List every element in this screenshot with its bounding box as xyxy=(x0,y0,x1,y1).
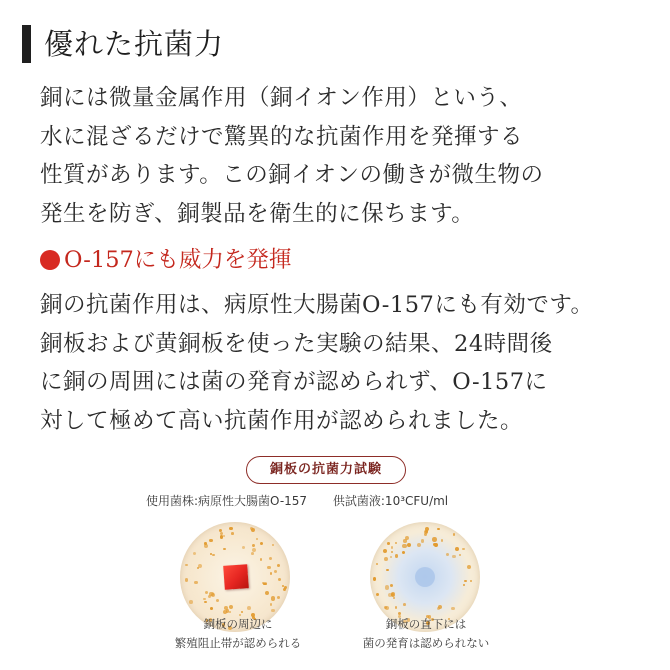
bacteria-colony-dot xyxy=(210,607,213,610)
bacteria-colony-dot xyxy=(223,535,225,537)
bacteria-colony-dot xyxy=(189,600,193,604)
bacteria-colony-dot xyxy=(385,606,389,610)
bacteria-colony-dot xyxy=(198,564,202,568)
bacteria-colony-dot xyxy=(212,554,214,556)
heading-bar xyxy=(22,25,31,63)
bacteria-colony-dot xyxy=(463,584,465,586)
bacteria-colony-dot xyxy=(193,552,196,555)
intro-line: 水に混ざるだけで驚異的な抗菌作用を発揮する xyxy=(40,123,524,150)
o157-subheading xyxy=(40,241,291,279)
bacteria-colony-dot xyxy=(383,549,387,553)
bacteria-colony-dot xyxy=(446,553,449,556)
bacteria-colony-dot xyxy=(216,599,219,602)
bacteria-colony-dot xyxy=(229,605,233,609)
bacteria-colony-dot xyxy=(274,570,277,573)
bacteria-colony-dot xyxy=(402,551,405,554)
bacteria-colony-dot xyxy=(220,535,223,538)
bacteria-colony-dot xyxy=(438,605,442,609)
bacteria-colony-dot xyxy=(247,606,251,610)
bacteria-colony-dot xyxy=(220,532,223,535)
detail-line: 対して極めて高い抗菌作用が認められました。 xyxy=(40,407,524,434)
bacteria-colony-dot xyxy=(209,539,213,543)
bacteria-colony-dot xyxy=(464,580,466,582)
bacteria-colony-dot xyxy=(376,593,379,596)
bacteria-colony-dot xyxy=(387,542,390,545)
bacteria-colony-dot xyxy=(277,564,280,567)
bacteria-colony-dot xyxy=(204,542,207,545)
heading-title: 優れた抗菌力 xyxy=(44,26,225,61)
bacteria-colony-dot xyxy=(185,578,188,581)
bacteria-colony-dot xyxy=(270,572,272,574)
section-heading xyxy=(22,18,224,70)
bacteria-colony-dot xyxy=(265,591,269,595)
bacteria-colony-dot xyxy=(390,584,394,588)
bacteria-colony-dot xyxy=(467,565,471,569)
bacteria-colony-dot xyxy=(459,554,461,556)
bacteria-colony-dot xyxy=(277,596,281,600)
bacteria-colony-dot xyxy=(373,577,377,581)
intro-line: 発生を防ぎ、銅製品を衛生的に保ちます。 xyxy=(40,200,475,227)
bacteria-colony-dot xyxy=(453,533,455,535)
inhibited-zone-icon xyxy=(415,567,435,587)
bacteria-colony-dot xyxy=(272,544,274,546)
copper-plate-icon xyxy=(223,564,249,590)
bacteria-colony-dot xyxy=(393,597,395,599)
bacteria-colony-dot xyxy=(395,606,397,608)
right-dish-caption xyxy=(346,615,506,653)
red-bullet-icon xyxy=(40,250,60,270)
bacteria-colony-dot xyxy=(242,546,245,549)
bacteria-colony-dot xyxy=(437,528,439,530)
bacteria-colony-dot xyxy=(260,558,263,561)
bacteria-colony-dot xyxy=(386,569,389,572)
bacteria-colony-dot xyxy=(204,601,207,604)
intro-paragraph xyxy=(40,79,544,233)
caption-line: 銅板の直下には xyxy=(385,617,467,631)
bacteria-colony-dot xyxy=(421,539,424,542)
bacteria-colony-dot xyxy=(284,586,287,589)
bacteria-colony-dot xyxy=(205,591,208,594)
bacteria-colony-dot xyxy=(388,593,392,597)
bacteria-colony-dot xyxy=(391,551,393,553)
bacterial-strain: 使用菌株:病原性大腸菌O-157 xyxy=(146,494,308,508)
caption-line: 繁殖阻止帯が認められる xyxy=(174,636,302,650)
bacteria-colony-dot xyxy=(229,527,232,530)
bacteria-colony-dot xyxy=(211,593,215,597)
bacteria-colony-dot xyxy=(267,566,270,569)
bacteria-colony-dot xyxy=(455,547,459,551)
bacteria-colony-dot xyxy=(256,538,258,540)
test-conditions xyxy=(146,492,470,509)
detail-line: に銅の周囲には菌の発育が認められず、O-157に xyxy=(40,369,548,395)
bacteria-colony-dot xyxy=(231,532,234,535)
bacteria-colony-dot xyxy=(395,542,397,544)
bacteria-colony-dot xyxy=(402,544,406,548)
bacteria-colony-dot xyxy=(403,603,406,606)
bacteria-colony-dot xyxy=(260,542,263,545)
bacteria-colony-dot xyxy=(252,544,255,547)
bacteria-colony-dot xyxy=(417,543,421,547)
bacteria-colony-dot xyxy=(452,555,456,559)
bacteria-colony-dot xyxy=(203,598,206,601)
bacteria-colony-dot xyxy=(384,557,388,561)
detail-paragraph xyxy=(40,286,594,440)
bacteria-colony-dot xyxy=(451,607,455,611)
bacteria-colony-dot xyxy=(185,564,188,567)
bacteria-colony-dot xyxy=(219,529,222,532)
detail-line: 銅の抗菌作用は、病原性大腸菌O-157にも有効です。 xyxy=(40,292,594,318)
bacteria-colony-dot xyxy=(270,603,273,606)
inoculum-concentration: 供試菌液:10³CFU/ml xyxy=(332,494,449,508)
bacteria-colony-dot xyxy=(470,580,472,582)
bacteria-colony-dot xyxy=(241,611,243,613)
bacteria-colony-dot xyxy=(223,548,226,551)
bacteria-colony-dot xyxy=(194,581,197,584)
bacteria-colony-dot xyxy=(441,539,444,542)
bacteria-colony-dot xyxy=(425,527,429,531)
intro-line: 銅には微量金属作用（銅イオン作用）という、 xyxy=(40,85,523,111)
bacteria-colony-dot xyxy=(226,609,229,612)
bacteria-colony-dot xyxy=(278,578,281,581)
bacteria-colony-dot xyxy=(269,557,273,561)
detail-line: 銅板および黄銅板を使った実験の結果、24時間後 xyxy=(40,330,553,357)
bacteria-colony-dot xyxy=(403,539,406,542)
bacteria-colony-dot xyxy=(251,552,254,555)
figure-title: 銅板の抗菌力試験 xyxy=(246,456,406,484)
bacteria-colony-dot xyxy=(385,585,389,589)
caption-line: 菌の発育は認められない xyxy=(362,636,490,650)
bacteria-colony-dot xyxy=(432,537,436,541)
bacteria-colony-dot xyxy=(250,527,253,530)
caption-line: 銅板の周辺に xyxy=(203,617,273,631)
subheading-text: O-157にも威力を発揮 xyxy=(64,247,292,273)
bacteria-colony-dot xyxy=(462,548,464,550)
bacteria-colony-dot xyxy=(271,596,275,600)
bacteria-colony-dot xyxy=(395,554,398,557)
left-dish-caption xyxy=(158,615,318,653)
bacteria-colony-dot xyxy=(271,609,274,612)
bacteria-colony-dot xyxy=(390,556,392,558)
bacteria-colony-dot xyxy=(391,546,393,548)
bacteria-colony-dot xyxy=(376,563,378,565)
intro-line: 性質があります。この銅イオンの働きが微生物の xyxy=(40,162,544,188)
bacteria-colony-dot xyxy=(407,543,411,547)
antibacterial-test-figure xyxy=(140,450,540,670)
